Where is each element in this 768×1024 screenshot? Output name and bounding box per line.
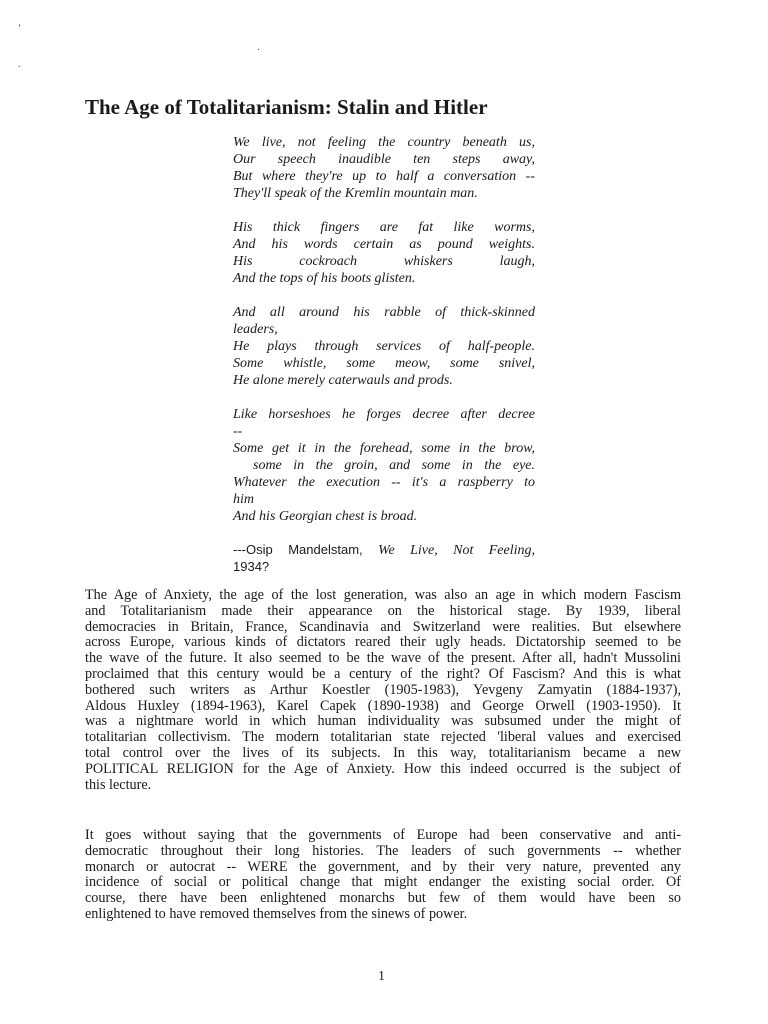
scan-speck: . <box>18 59 21 70</box>
body-paragraph <box>85 828 681 923</box>
paragraph-line: and Totalitarianism made their appearance on the historical stage. By 1939, liberal <box>85 602 681 619</box>
paragraph-line: democracies in Britain, France, Scandinavia and Switzerland were realities. But elsewhere <box>85 618 681 635</box>
poem-line: He plays through services of half-people. <box>233 339 535 354</box>
poem-line: His thick fingers are fat like worms, <box>233 220 535 235</box>
poem-line: Whatever the execution -- it's a raspberry to <box>233 475 535 490</box>
poem-attribution <box>233 542 535 575</box>
poem-line: He alone merely caterwauls and prods. <box>233 373 453 388</box>
poem-line: Our speech inaudible ten steps away, <box>233 152 535 167</box>
scan-speck: ‘ <box>18 23 22 34</box>
poem-line: leaders, <box>233 322 278 337</box>
poem-line: Some get it in the forehead, some in the brow, <box>233 441 535 456</box>
poem-line: And his words certain as pound weights. <box>233 237 535 252</box>
paragraph-line: bothered such writers as Arthur Koestler (1905-1983), Yevgeny Zamyatin (1884-1937), <box>85 681 681 698</box>
poem-line: But where they're up to half a conversation -- <box>233 169 535 184</box>
paragraph-line: incidence of social or political change that might endanger the existing social order. Of <box>85 874 681 891</box>
epigraph-poem <box>233 134 535 575</box>
poem-stanza <box>233 219 535 287</box>
poem-line: Like horseshoes he forges decree after decree <box>233 407 535 422</box>
paragraph-line: across Europe, various kinds of dictators reared their ugly heads. Dictatorship seemed to be <box>85 634 681 651</box>
poem-stanza <box>233 406 535 525</box>
page-title: The Age of Totalitarianism: Stalin and Hitler <box>85 95 488 119</box>
poem-line: And the tops of his boots glisten. <box>233 271 416 286</box>
paragraph-line: Aldous Huxley (1894-1963), Karel Capek (1890-1938) and George Orwell (1903-1950). It <box>85 697 681 714</box>
poem-line: Some whistle, some meow, some snivel, <box>233 356 535 371</box>
attribution-year: 1934? <box>233 559 270 574</box>
attribution-author: ---Osip Mandelstam, <box>233 542 363 557</box>
poem-stanza <box>233 304 535 389</box>
page-number: 1 <box>378 969 385 984</box>
poem-line: His cockroach whiskers laugh, <box>233 254 535 269</box>
poem-line: And his Georgian chest is broad. <box>233 509 418 524</box>
poem-line: And all around his rabble of thick-skinned <box>233 305 535 320</box>
scan-speck: · <box>257 45 261 56</box>
poem-line: him <box>233 492 254 507</box>
paragraph-line: the wave of the future. It also seemed to be the wave of the present. After all, hadn't Mussolini <box>85 650 681 667</box>
paragraph-line: enlightened to have removed themselves from the sinews of power. <box>85 905 468 922</box>
body-paragraph <box>85 588 681 793</box>
attribution-line <box>233 542 535 559</box>
paragraph-line: democratic throughout their long histories. The leaders of such governments -- whether <box>85 842 681 859</box>
paragraph-line: this lecture. <box>85 776 152 793</box>
paragraph-line: course, there have been enlightened monarchs but few of them would have been so <box>85 890 681 907</box>
poem-stanza <box>233 134 535 202</box>
poem-line: We live, not feeling the country beneath us, <box>233 135 535 150</box>
paragraph-line: POLITICAL RELIGION for the Age of Anxiety. How this indeed occurred is the subject of <box>85 760 681 777</box>
attribution-work: We Live, Not Feeling, <box>378 543 535 558</box>
paragraph-line: It goes without saying that the governments of Europe had been conservative and anti- <box>85 827 681 843</box>
paragraph-line: total control over the lives of its subjects. In this way, totalitarianism became a new <box>85 744 681 761</box>
paragraph-line: totalitarian collectivism. The modern totalitarian state rejected 'liberal values and exercised <box>85 729 681 746</box>
poem-line: some in the groin, and some in the eye. <box>253 458 535 473</box>
paragraph-line: The Age of Anxiety, the age of the lost generation, was also an age in which modern Fascism <box>85 587 681 603</box>
paragraph-line: proclaimed that this century would be a century of the right? Of Fascism? And this is what <box>85 665 681 682</box>
paragraph-line: monarch or autocrat -- WERE the government, and by their very nature, prevented any <box>85 858 681 875</box>
poem-line: They'll speak of the Kremlin mountain man. <box>233 186 478 201</box>
paragraph-line: was a nightmare world in which human individuality was subsumed under the might of <box>85 713 681 730</box>
poem-line: -- <box>233 424 243 439</box>
